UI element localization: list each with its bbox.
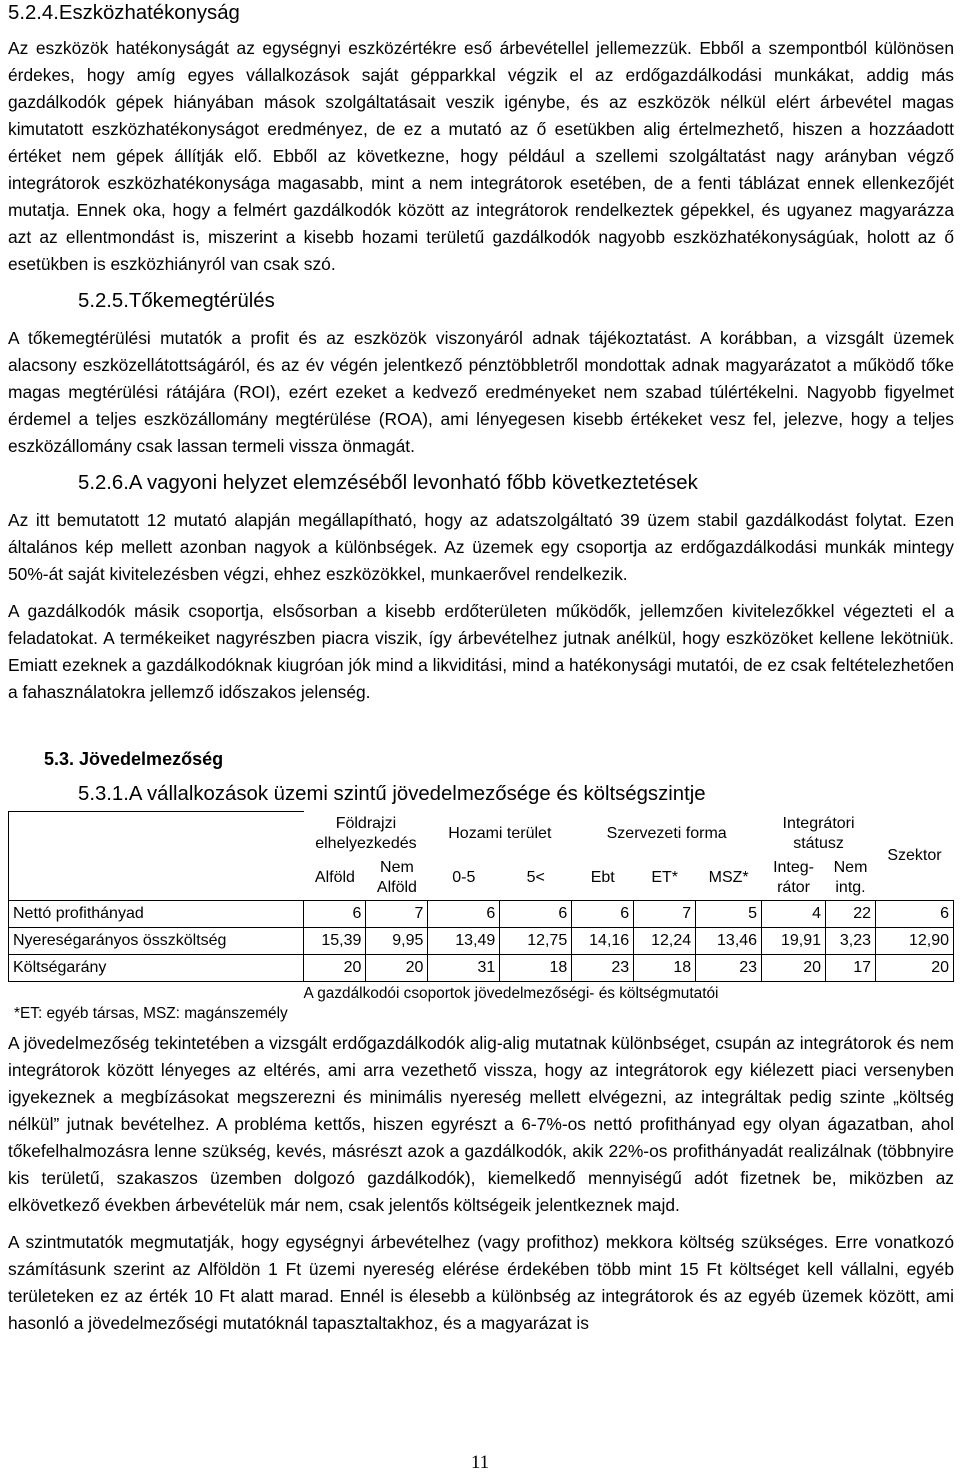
table-cell: 20 [304, 954, 366, 981]
section-title-5-2-6: 5.2.6.A vagyoni helyzet elemzéséből levonható főbb következtetések [78, 472, 698, 494]
table-cell: 3,23 [826, 927, 876, 954]
table-cell: 7 [634, 900, 696, 927]
table-cell: 9,95 [366, 927, 428, 954]
paragraph-jovedelmezoseg-1: A jövedelmezőség tekintetében a vizsgált erdőgazdálkodók alig-alig mutatnak különbséget, csupán az integrátorok és nem integrátorok között lényeges az eltérés, ami arra vezethető vissza, hogy az integrátorok egy kiélezett piaci versenyben igyekeznek a megbízásokat megszerezni és minimális nyereség mellett elvégezni, az integráltak pedig szinte „költség nélkül” jutnak bevételhez. A probléma kettős, hiszen egyrészt a 6-7%-os nettó profithányad egy olyan ágazatban, ahol tőkefelhalmozásra lenne szükség, kevés, másrészt azok a gazdálkodók, akik 22%-os profithányadát realizálnak (többnyire kis területű, szakaszos üzemben dolgozó gazdálkodók), kiemelkedő mennyiségű adót fizetnek be, miközben az elkövetkező években árbevételük már nem, csak jelentős költségeik jelentkeznek majd. [8, 1032, 954, 1215]
table-cell: 15,39 [304, 927, 366, 954]
table-header-blank [9, 812, 304, 901]
table-cell: 20 [762, 954, 826, 981]
section-title-5-2-5: 5.2.5.Tőkemegtérülés [78, 290, 275, 312]
paragraph-jovedelmezoseg-2: A szintmutatók megmutatják, hogy egységnyi árbevételhez (vagy profithoz) mekkora költség szükséges. Erre vonatkozó számításunk szerint az Alföldön 1 Ft üzemi nyereség elérése érdekében több mint 15 Ft költséget kell vállalni, egyéb területeken ez az érték 10 Ft alatt marad. Ennél is élesebb a különbség az integrátorok és az egyéb üzemek között, ami hasonló a jövedelmezőségi mutatóknál tapasztaltakhoz, és a magyarázat is [8, 1231, 954, 1333]
header-szektor: Szektor [887, 846, 942, 864]
table-cell: 13,49 [428, 927, 500, 954]
table-cell: 6 [500, 900, 572, 927]
paragraph-tokemegterules: A tőkemegtérülési mutatók a profit és az eszközök viszonyáról adnak tájékoztatást. A korábban, a vizsgált üzemek alacsony eszközellátottságáról, és az év végén jelentkező pénztöbbletről mondottak adnak magyarázatot a működő tőke magas megtérülési rátájára (ROI), ezért ezeket a kedvező eredményeket nem szabad túlértékelni. Nagyobb figyelmet érdemel a teljes eszközállomány megtérülése (ROA), ami lényegesen kisebb értékeket vesz fel, jelezve, hogy a teljes eszközállomány csak lassan termeli vissza önmagát. [8, 328, 954, 456]
section-title-5-2-4: 5.2.4.Eszközhatékonyság [8, 2, 240, 24]
subheader-cell: 0-5 [452, 868, 476, 886]
table-cell: 23 [696, 954, 762, 981]
table-cell: 6 [428, 900, 500, 927]
row-label: Nyereségarányos összköltség [9, 927, 304, 954]
table-row [9, 900, 954, 927]
table-row [9, 954, 954, 981]
header-hozami: Hozami terület [448, 824, 552, 842]
table-cell: 6 [875, 900, 953, 927]
subheader-cell: Ebt [590, 868, 615, 886]
row-label: Költségarány [9, 954, 304, 981]
document-page [8, 0, 954, 1337]
paragraph-vagyoni-helyzet-2: A gazdálkodók másik csoportja, elsősorban a kisebb erdőterületen működők, jellemzően kivitelezőkkel végezteti el a feladatokat. A termékeiket nagyrészben piacra viszik, így árbevételhez jutnak anélkül, hogy eszközöket kellene lekötniük. Emiatt ezeknek a gazdálkodóknak kiugróan jók mind a likviditási, mind a hatékonysági mutatói, de ez csak feltételezhetően a fahasználatokra jellemző időszakos jelenség. [8, 601, 954, 702]
subheader-cell: MSZ* [708, 868, 749, 886]
profitability-table [8, 811, 954, 982]
table-header-groups [9, 812, 954, 856]
paragraph-eszkozhatekonysag: Az eszközök hatékonyságát az egységnyi eszközértékre eső árbevétellel jellemezzük. Ebből a szempontból különösen érdekes, hogy amíg egyes vállalkozások saját gépparkkal végzik el az erdőgazdálkodási munkákat, addig más gazdálkodók gépek hiányában mások szolgáltatásait veszik igénybe, és az eszközök nélkül elért árbevétel magas kimutatott eszközhatékonyságot eredményez, de ez a mutató az ő esetükben alig értelmezhető, hiszen a hozzáadott értéket nem gépek állítják elő. Ebből az következne, hogy például a szellemi szolgáltatást nagy arányban végző integrátorok eszközhatékonysága magasabb, mint a nem integrátorok esetében, de a fenti táblázat ennek ellenkezőjét mutatja. Ennek oka, hogy a felmért gazdálkodók között az integrátorok rendelkeztek gépekkel, és ugyanez magyarázza azt az ellentmondást is, miszerint a kisebb hozami területű gazdálkodók nagyobb eszközhatékonyságúak, holott az ő esetükben is eszközhiányról van csak szó. [8, 38, 954, 274]
section-title-5-3-1: 5.3.1.A vállalkozások üzemi szintű jövedelmezősége és költségszintje [78, 783, 706, 805]
table-footnote: *ET: egyéb társas, MSZ: magánszemély [14, 1004, 288, 1022]
section-title-5-3: 5.3. Jövedelmezőség [44, 749, 224, 769]
subheader-cell: 5< [526, 868, 545, 886]
table-cell: 12,90 [875, 927, 953, 954]
table-cell: 6 [304, 900, 366, 927]
page-number: 11 [470, 1452, 490, 1473]
table-cell: 17 [826, 954, 876, 981]
table-cell: 19,91 [762, 927, 826, 954]
table-cell: 18 [500, 954, 572, 981]
subheader-cell: ET* [651, 868, 678, 886]
table-cell: 6 [572, 900, 634, 927]
table-cell: 12,75 [500, 927, 572, 954]
table-cell: 7 [366, 900, 428, 927]
table-cell: 23 [572, 954, 634, 981]
table-cell: 20 [366, 954, 428, 981]
header-foldrajzi: Földrajzi elhelyezkedés [315, 814, 417, 852]
subheader-cell: Alföld [314, 868, 355, 886]
table-cell: 31 [428, 954, 500, 981]
table-cell: 5 [696, 900, 762, 927]
table-cell: 18 [634, 954, 696, 981]
header-integratori: Integrátori státusz [782, 814, 855, 852]
table-cell: 20 [875, 954, 953, 981]
table-row [9, 927, 954, 954]
table-cell: 14,16 [572, 927, 634, 954]
subheader-cell: Nem Alföld [376, 858, 417, 896]
table-cell: 4 [762, 900, 826, 927]
subheader-cell: Nem intg. [833, 858, 868, 896]
table-caption: A gazdálkodói csoportok jövedelmezőségi- és költségmutatói [303, 984, 719, 1002]
table-cell: 13,46 [696, 927, 762, 954]
paragraph-vagyoni-helyzet-1: Az itt bemutatott 12 mutató alapján megállapítható, hogy az adatszolgáltató 39 üzem stabil gazdálkodást folytat. Ezen általános kép mellett azonban nagyok a különbségek. Az üzemek egy csoportja az erdőgazdálkodási munkák mintegy 50%-át saját kivitelezésben végzi, ehhez eszközökkel, munkaerővel rendelkezik. [8, 510, 954, 584]
subheader-cell: Integ-rátor [773, 858, 814, 896]
table-cell: 12,24 [634, 927, 696, 954]
row-label: Nettó profithányad [9, 900, 304, 927]
header-szervezeti: Szervezeti forma [606, 824, 727, 842]
table-cell: 22 [826, 900, 876, 927]
